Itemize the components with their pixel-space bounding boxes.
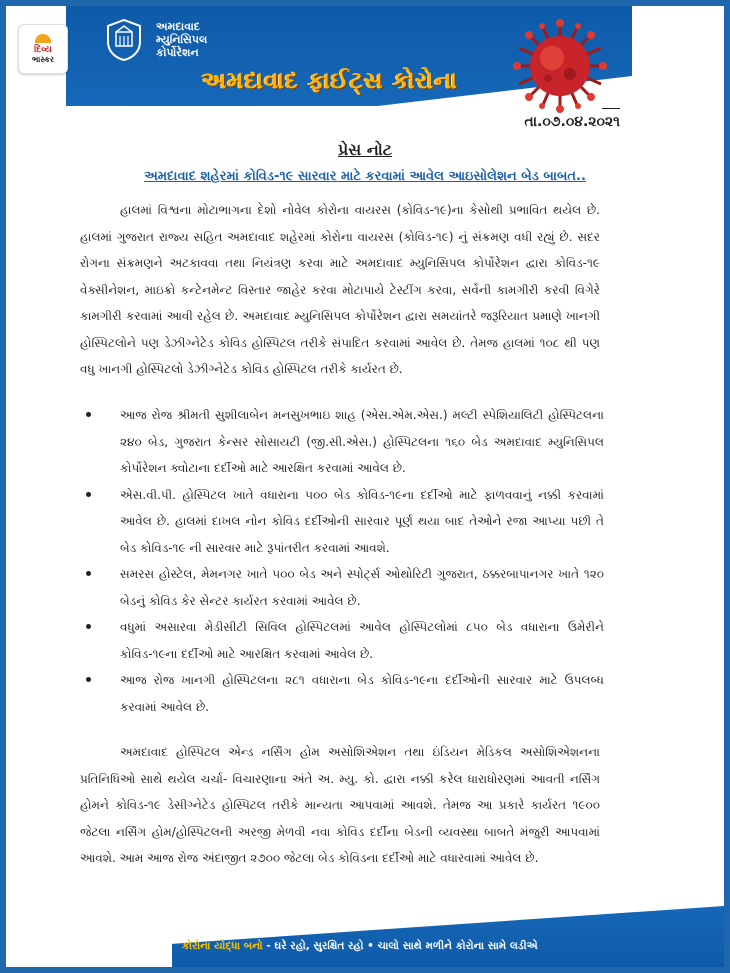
bullet-text: આજ રોજ શ્રીમતી સુશીલાબેન મનસુખભાઇ શાહ (એસ.એમ.એસ.) મલ્ટી સ્પેશિયાલિટી હોસ્પિટલના ૨૪૦ બેડ, ગુજરાત કેન્સર સોસાયટી (જી.સી.એસ.) હોસ્પિટલના ૧૬૦ બેડ અમદાવાદ મ્યુનિસિપલ કોર્પોરેશન ક્વોટાના દર્દીઓ માટે આરક્ષિત કરવામાં આવેલ છે.: [120, 408, 604, 475]
bullet-icon: [86, 492, 91, 497]
list-item: [80, 482, 604, 562]
press-note-subject: અમદાવાદ શહેરમાં કોવિડ-૧૯ સારવાર માટે કરવામાં આવેલ આઇસોલેશન બેડ બાબત..: [144, 169, 586, 184]
document-page: [6, 6, 724, 967]
list-item: [80, 614, 604, 667]
brand-line-2: ભાસ્કર: [31, 55, 55, 64]
bullet-icon: [86, 412, 91, 417]
press-note-title: પ્રેસ નોટ: [337, 140, 393, 159]
bullet-list: [80, 402, 604, 720]
closing-paragraph: અમદાવાદ હોસ્પિટલ એન્ડ નર્સિંગ હોમ અસોશિએશન તથા ઇંડિયન મેડિકલ અસોશિએશનના પ્રતિનિધિઓ સાથે થયેલ ચર્ચા- વિચારણાના અંતે અ. મ્યુ. કો. દ્વારા નક્કી કરેલ ધારાધોરણમાં આવતી નર્સિંગ હોમને કોવિડ-૧૯ ડેસીગ્નેટેડ હોસ્પિટલ તરીકે માન્યતા આપવામાં આવશે. તેમજ આ પ્રકારે કાર્યરત ૧૯૦૦ જેટલા નર્સિંગ હોમ/હોસ્પિટલની અરજી મેળવી નવા કોવિડ દર્દીના બેડની વ્યવસ્થા બાબતે મંજુરી આપવામાં આવશે. આમ આજ રોજ અંદાજીત ૨૭૦૦ જેટલા બેડ કોવિડના દર્દીઓ માટે વધારવામાં આવેલ છે.: [80, 745, 600, 865]
amc-name-line-3: કોર્પોરેશન: [156, 46, 199, 59]
footer-slogan: [182, 940, 538, 953]
brand-line-1: દિવ્ય: [34, 45, 52, 55]
bullet-icon: [86, 624, 91, 629]
divya-bhaskar-logo: [18, 24, 68, 74]
list-item: [80, 561, 604, 614]
amc-name-line-2: મ્યુનિસિપલ: [156, 33, 208, 46]
date-divider: [602, 108, 620, 109]
footer-highlight: કોરોના યોદ્ધા બનો: [182, 940, 263, 952]
list-item: [80, 402, 604, 482]
bullet-icon: [86, 571, 91, 576]
coronavirus-icon: [512, 18, 608, 114]
footer-band: [172, 906, 724, 967]
intro-paragraph: હાલમાં વિશ્વના મોટાભાગના દેશો નોવેલ કોરોના વાયરસ (કોવિડ-૧૯)ના કેસોથી પ્રભાવિત થયેલ છે. હાલમાં ગુજરાત રાજ્ય સહિત અમદાવાદ શહેરમાં કોરોના વાયરસ (કોવિડ-૧૯) નું સંક્રમણ વધી રહ્યું છે. સદર રોગના સંક્રમણને અટકાવવા તથા નિયંત્રણ કરવા માટે અમદાવાદ મ્યુનિસિપલ કોર્પોરેશન દ્વારા કોવિડ-૧૯ વેક્સીનેશન, માઇક્રો કન્ટેનમેન્ટ વિસ્તાર જાહેર કરવા મોટાપાયે ટેસ્ટીંગ કરવા, સર્વેની કામગીરી કરવી વિગેરે કામગીરી કરવામાં આવી રહેલ છે. અમદાવાદ મ્યુનિસિપલ કોર્પોરેશન દ્વારા સમયાંતરે જરૂરિયાત પ્રમાણે ખાનગી હોસ્પિટલોને પણ ડેઝીગ્નેટેડ કોવિડ હોસ્પિટલ તરીકે સંપાદિત કરવામાં આવેલ છે. તેમજ હાલમાં ૧૦૮ થી પણ વધુ ખાનગી હોસ્પિટલો ડેઝીગ્નેટેડ કોવિડ હોસ્પિટલ તરીકે કાર્યરત છે.: [80, 203, 600, 376]
amc-seal-icon: [104, 18, 144, 62]
campaign-headline: અમદાવાદ ફાઈટ્સ કોરોના: [202, 68, 459, 94]
amc-name-line-1: અમદાવાદ: [156, 20, 200, 33]
bullet-icon: [86, 677, 91, 682]
amc-name: [156, 20, 207, 59]
bullet-text: આજ રોજ ખાનગી હોસ્પિટલના ૨૮૧ વધારાના બેડ કોવિડ-૧૯ના દર્દીઓની સારવાર માટે ઉપલબ્ધ કરવામાં આવેલ છે.: [120, 673, 604, 714]
bullet-text: એસ.વી.પી. હોસ્પિટલ ખાતે વધારાના ૫૦૦ બેડ કોવિડ-૧૯ના દર્દીઓ માટે ફાળવવાનું નક્કી કરવામાં આવેલ છે. હાલમાં દાખલ નોન કોવિડ દર્દીઓની સારવાર પૂર્ણ થયા બાદ તેઓને રજા આપ્યા પછી તે બેડ કોવિડ-૧૯ ની સારવાર માટે રૂપાંતરીત કરવામાં આવશે.: [120, 487, 604, 555]
bullet-text: સમરસ હોસ્ટેલ, મેમનગર ખાતે ૫૦૦ બેડ અને સ્પોર્ટ્સ ઓથોરિટી ગુજરાત, ઠક્કરબાપાનગર ખાતે ૧૨૦ બેડનું કોવિડ કેર સેન્ટર કાર્યરત કરવામાં આવેલ છે.: [120, 567, 604, 608]
press-note-date: તા.૦૭.૦૪.૨૦૨૧: [524, 114, 620, 130]
list-item: [80, 667, 604, 720]
bullet-text: વધુમાં અસારવા મેડીસીટી સિવિલ હોસ્પિટલમાં આવેલ હોસ્પિટલોમાં ૮૫૦ બેડ વધારાના ઉમેરીને કોવિડ-૧૯ના દર્દીઓ માટે આરક્ષિત કરવામાં આવેલ છે.: [120, 620, 604, 661]
sun-icon: [35, 34, 51, 43]
footer-rest: - ઘરે રહો, સુરક્ષિત રહો • ચાલો સાથે મળીને કોરોના સામે લડીએ: [262, 940, 538, 952]
